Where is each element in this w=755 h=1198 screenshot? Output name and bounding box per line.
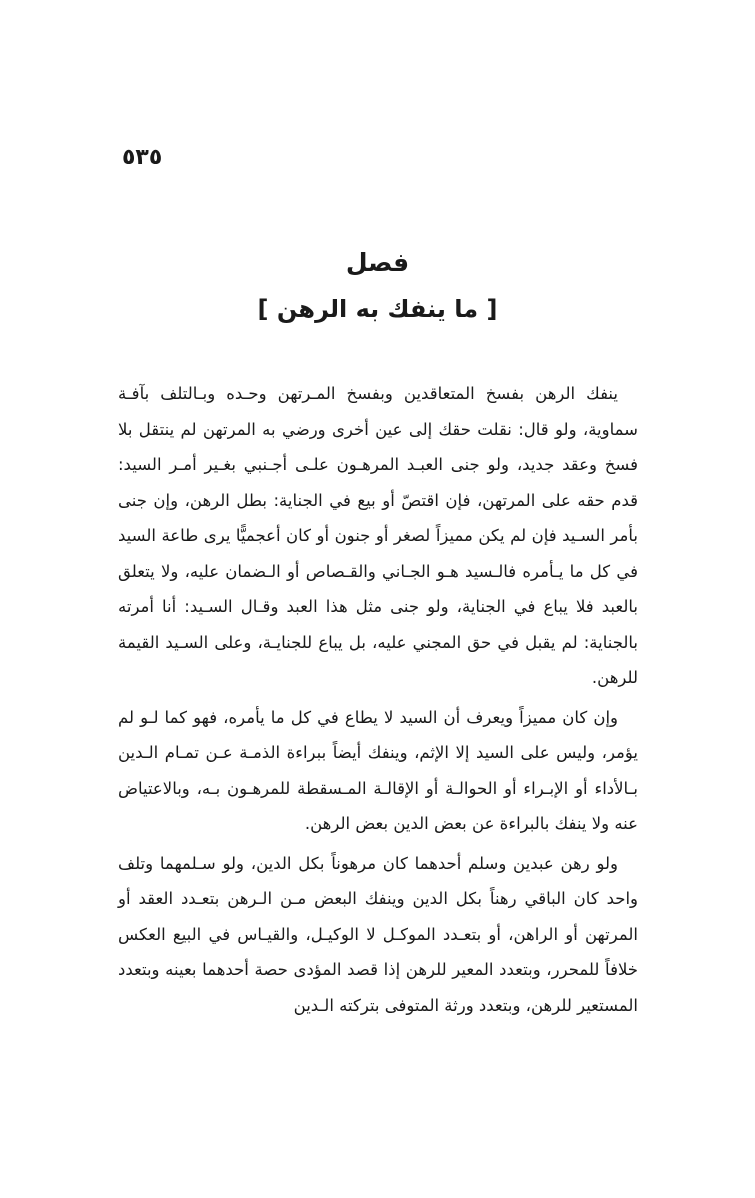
body-text — [118, 376, 638, 1027]
page-number: ٥٣٥ — [122, 145, 163, 170]
section-title: فصل — [345, 248, 410, 277]
section-subtitle: [ ما ينفك به الرهن ] — [257, 295, 498, 323]
paragraph: وإن كان مميزاً ويعرف أن السيد لا يطاع في كل ما يأمره، فهو كما لـو لم يؤمر، وليس على السيد إلا الإثم، وينفك أيضاً ببراءة الذمـة عـن تمـام الـدين بـالأداء أو الإبـراء أو الحوالـة أو الإقالـة المـسقطة للمرهـون بـه، وبالاعتياض عنه ولا ينفك بالبراءة عن بعض الدين بعض الرهن. — [118, 707, 638, 833]
paragraph: ولو رهن عبدين وسلم أحدهما كان مرهوناً بكل الدين، ولو سـلمهما وتلف واحد كان الباقي رهناً بكل الدين وينفك البعض مـن الـرهن بتعـدد العقد أو المرتهن أو الراهن، أو بتعـدد الموكـل لا الوكيـل، والقيـاس في البيع العكس خلافاً للمحرر، وبتعدد المعير للرهن إذا قصد المؤدى حصة أحدهما بعينه وبتعدد المستعير للرهن، وبتعدد ورثة المتوفى بتركته الـدين — [118, 853, 638, 1015]
paragraph: ينفك الرهن بفسخ المتعاقدين وبفسخ المـرتهن وحـده وبـالتلف بآفـة سماوية، ولو قال: نقلت حقك إلى عين أخرى ورضي به المرتهن لم ينتقل بلا فسخ وعقد جديد، ولو جنى العبـد المرهـون علـى أجـنبي بغـير أمـر السيد: قدم حقه على المرتهن، فإن اقتصّ أو بيع في الجناية: بطل الرهن، وإن جنى بأمر السـيد فإن لم يكن مميزاً لصغر أو جنون أو كان أعجميًّا يرى طاعة السيد في كل ما يـأمره فالـسيد هـو الجـاني والقـصاص أو الـضمان عليه، ولا يتعلق بالعبد فلا يباع في الجناية، ولو جنى مثل هذا العبد وقـال السـيد: أنا أمرته بالجناية: لم يقبل في حق المجني عليه، بل يباع للجنايـة، وعلى السـيد القيمة للرهن. — [118, 384, 638, 687]
